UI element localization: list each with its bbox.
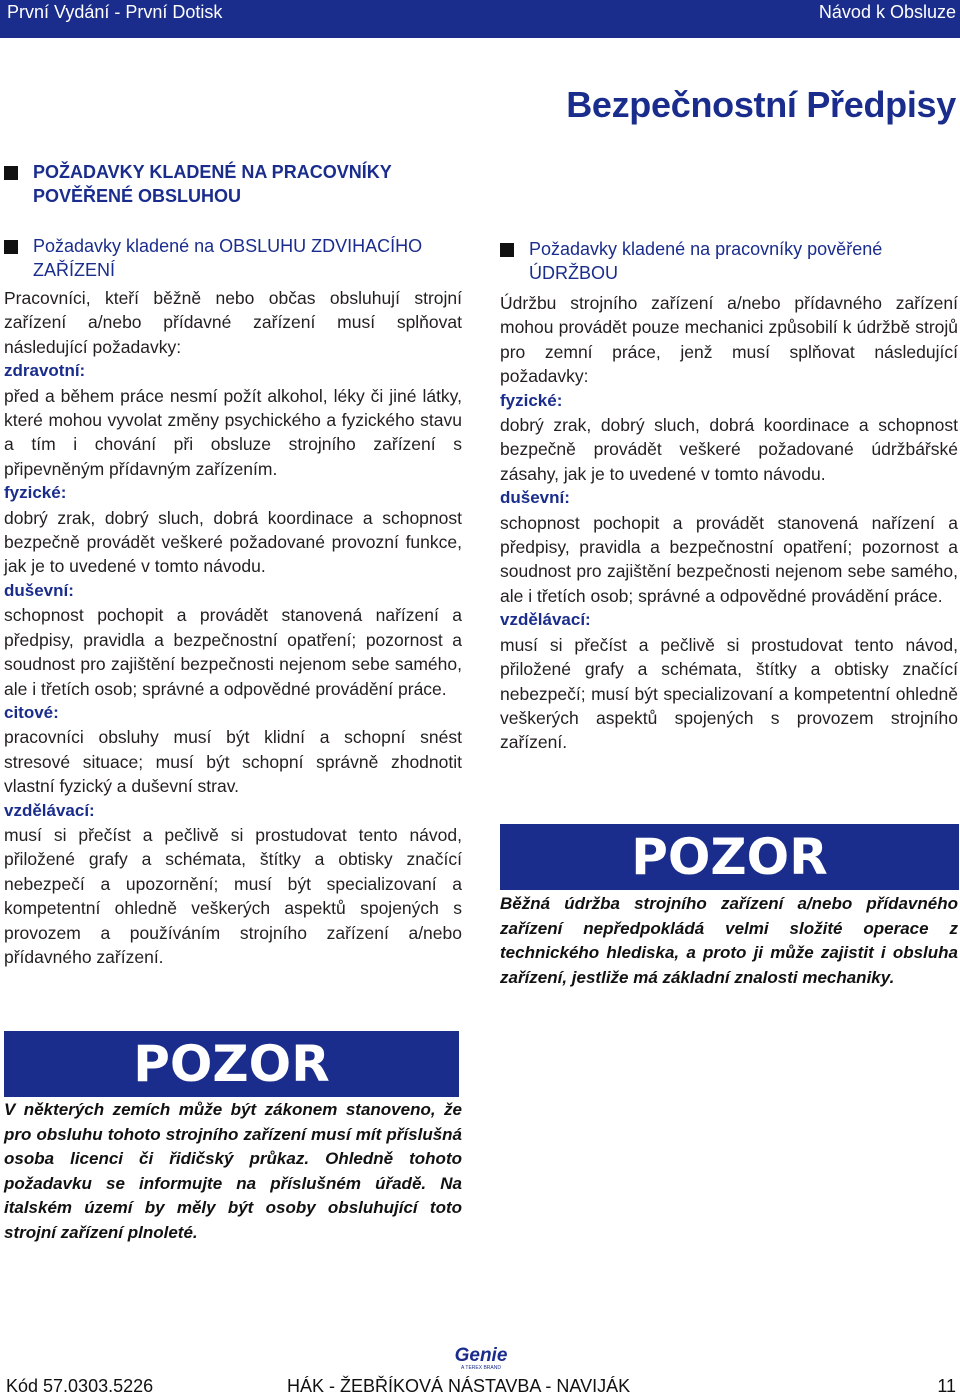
subsection-maintenance-heading (500, 237, 958, 285)
maintenance-education-text: musí si přečíst a pečlivě si prostudovat tento návod, přiložené grafy a schémata, štítky a obtisky značící nebezpečí; musí být specializovaní a kompetentní ohledně veškerých aspektů spojených s provozem strojního zařízení. (500, 634, 958, 753)
subsection-operator-title: Požadavky kladené na OBSLUHU ZDVIHACÍHO ZAŘÍZENÍ (33, 236, 423, 280)
page-number: 11 (937, 1376, 956, 1396)
logo-brand: Genie (454, 1345, 508, 1366)
header-right-text: Návod k Obsluze (818, 2, 956, 22)
emotional-text: pracovníci obsluhy musí být klidní a schopní snést stresové situace; musí být schopní správně zhodnotit vlastní fyzický a duševní strav. (4, 727, 462, 797)
square-bullet-icon (4, 166, 18, 180)
emotional-label: citové: (4, 702, 59, 722)
physical-label: fyzické: (4, 483, 67, 503)
subsection-operator-heading (4, 234, 462, 282)
maintenance-education-label: vzdělávací: (500, 610, 591, 630)
right-column (500, 237, 958, 755)
maintenance-physical-label: fyzické: (500, 390, 563, 410)
mental-text: schopnost pochopit a provádět stanovená nařízení a předpisy, pravidla a bezpečnostní opatření; pozornost a soudnost pro zajištění bezpečnosti nejenom sebe samého, ale i třetích osob; správné a odpovědné provádění práce. (4, 605, 462, 699)
maintenance-physical-text: dobrý zrak, dobrý sluch, dobrá koordinace a schopnost bezpečně provádět veškeré požadované údržbářské zásahy, jak je to uvedené v tomto návodu. (500, 415, 958, 484)
maintenance-mental-label: duševní: (500, 488, 570, 508)
left-column (4, 160, 462, 969)
health-text: před a během práce nesmí požít alkohol, léky či jiné látky, které mohou vyvolat změny psychického a fyzického stavu a tím i chování při obsluze strojního zařízení s připevněným přídavným zařízením. (4, 385, 462, 479)
subsection-maintenance-title: Požadavky kladené na pracovníky pověřené ÚDRŽBOU (529, 239, 883, 283)
square-bullet-icon (500, 243, 514, 257)
health-label: zdravotní: (4, 361, 86, 381)
square-bullet-icon (4, 240, 18, 254)
education-label: vzdělávací: (4, 800, 95, 820)
genie-logo (446, 1341, 516, 1371)
maintenance-intro: Údržbu strojního zařízení a/nebo přídavného zařízení mohou provádět pouze mechanici způsobilí k údržbě strojů pro zemní práce, jenž musí splňovat následující požadavky: (500, 293, 958, 387)
footer (0, 1376, 960, 1396)
footer-product: HÁK - ŽEBŘÍKOVÁ NÁSTAVBA - NAVIJÁK (287, 1376, 631, 1396)
header-bar (0, 0, 960, 38)
maintenance-mental-text: schopnost pochopit a provádět stanovená nařízení a předpisy, pravidla a bezpečnostní opatření; pozornost a soudnost pro zajištění bezpečnosti nejenom sebe samého, ale i třetích osob; správné a odpovědné provádění práce. (500, 512, 958, 606)
warning-banner-right: POZOR (500, 824, 959, 890)
mental-label: duševní: (4, 580, 74, 600)
operator-intro: Pracovníci, kteří běžně nebo občas obsluhují strojní zařízení a/nebo přídavné zařízení musí splňovat následující požadavky: (4, 288, 462, 357)
page-title: Bezpečnostní Předpisy (566, 84, 956, 125)
education-text: musí si přečíst a pečlivě si prostudovat tento návod, přiložené grafy a schémata, štítky a obtisky značící nebezpečí a upozornění; musí být specializovaní a kompetentní ohledně veškerých aspektů spojených s provozem a používáním strojního zařízení a/nebo přídavného zařízení. (4, 824, 462, 967)
warning-text-right: Běžná údržba strojního zařízení a/nebo přídavného zařízení nepředpokládá velmi složité operace z technického hlediska, a proto ji může zajistit i obsluha zařízení, jestliže má základní znalosti mechaniky. (500, 894, 958, 987)
footer-code: Kód 57.0303.5226 (6, 1376, 154, 1396)
genie-logo-icon (446, 1341, 516, 1371)
section-operators-heading (4, 160, 462, 208)
logo-tagline: A TEREX BRAND (461, 1365, 501, 1371)
warning-banner-left: POZOR (4, 1031, 459, 1097)
section-operators-title: POŽADAVKY KLADENÉ NA PRACOVNÍKY POVĚŘENÉ OBSLUHOU (33, 162, 392, 206)
header-left-text: První Vydání - První Dotisk (7, 2, 223, 22)
physical-text: dobrý zrak, dobrý sluch, dobrá koordinace a schopnost bezpečně provádět veškeré požadované provozní funkce, jak je to uvedené v tomto návodu. (4, 507, 462, 577)
warning-text-left: V některých zemích může být zákonem stanoveno, že pro obsluhu tohoto strojního zařízení musí mít příslušná osoba licenci či řidičský průkaz. Ohledně tohoto požadavku se informujte na příslušném úřadě. Na italském území by měly být osoby obsluhující toto strojní zařízení plnoleté. (4, 1100, 462, 1242)
